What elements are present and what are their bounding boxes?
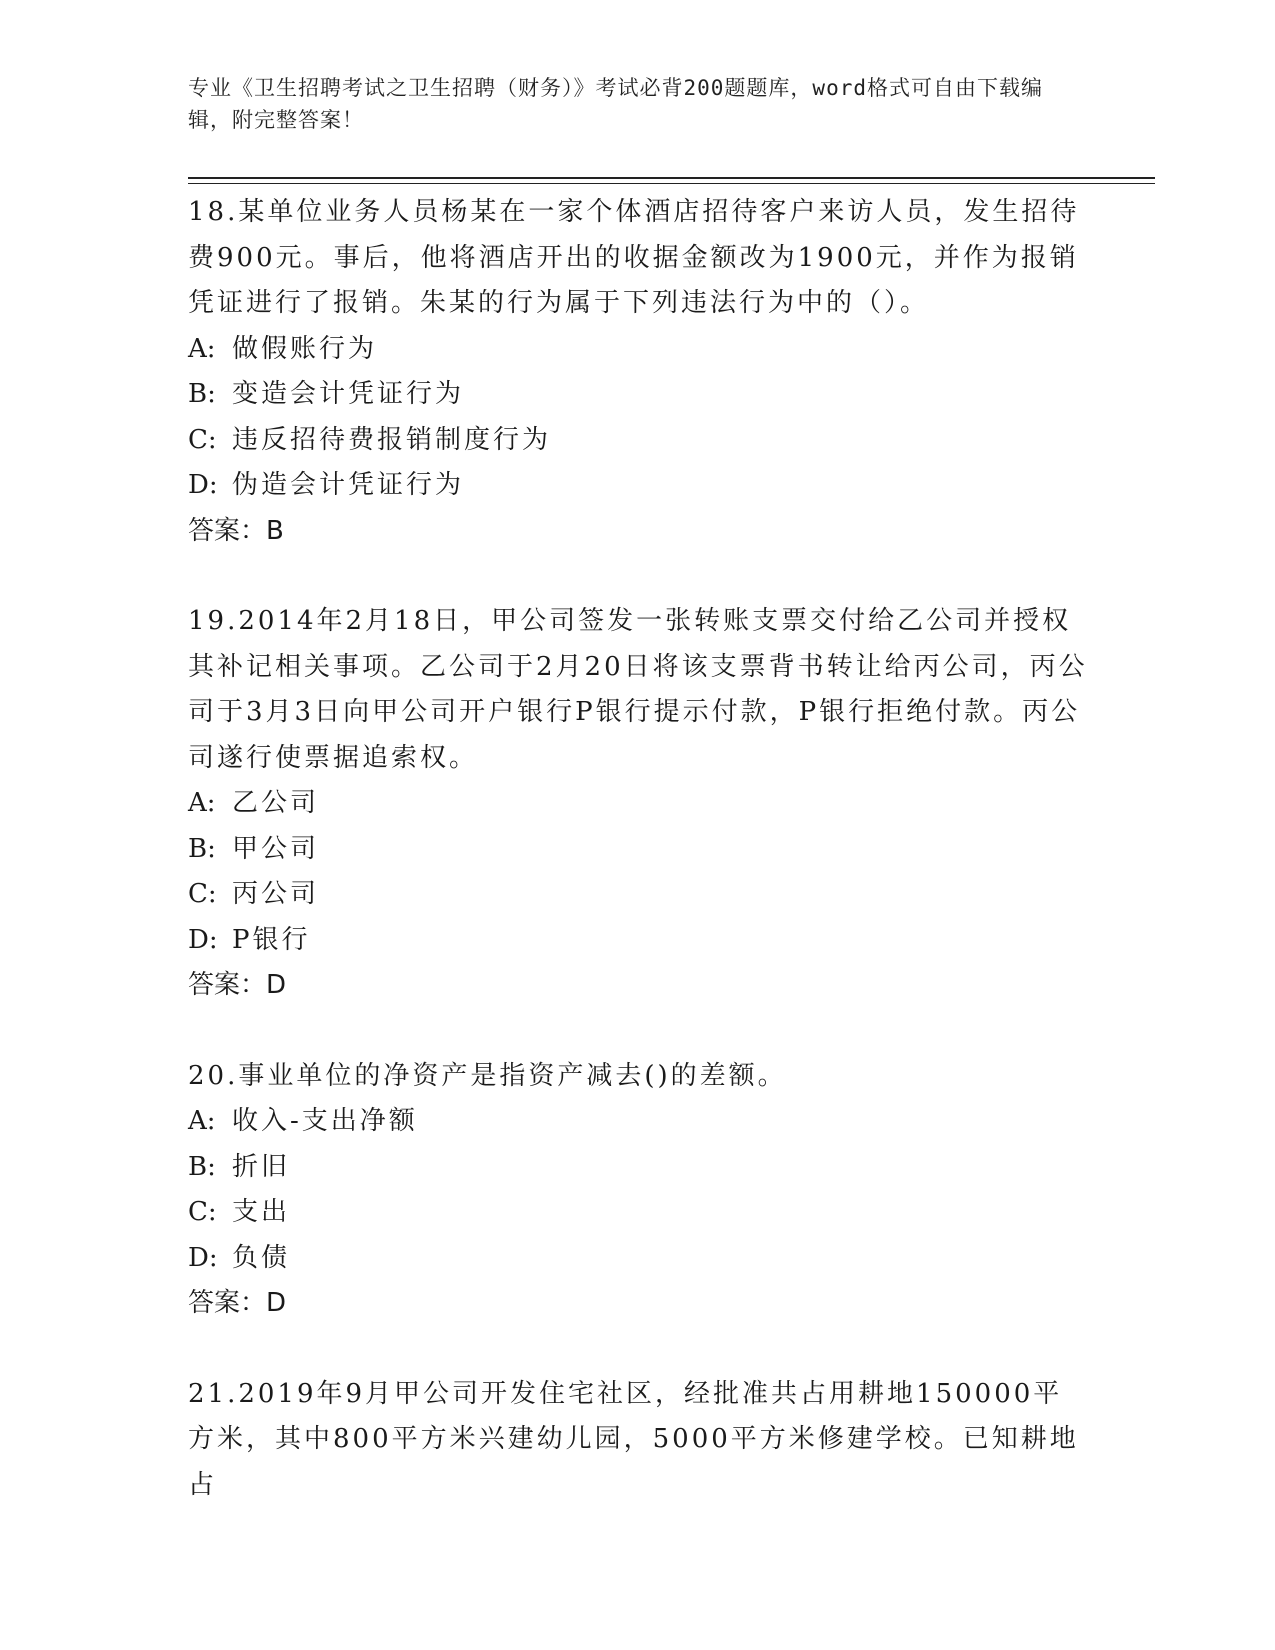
option-letter: C:: [188, 879, 217, 909]
option-letter: D:: [188, 1242, 218, 1273]
document-header: 专业《卫生招聘考试之卫生招聘（财务）》考试必背200题题库，word格式可自由下载编辑，附完整答案！: [188, 76, 1043, 132]
option-b: [188, 1145, 1088, 1191]
option-letter: C:: [188, 424, 217, 455]
option-b: [188, 827, 1088, 873]
question-20: [188, 1054, 1088, 1327]
option-a: [188, 781, 1088, 827]
option-text: 乙公司: [232, 788, 320, 818]
option-b: [188, 372, 1088, 418]
option-letter: B:: [188, 379, 216, 409]
question-text: 19.2014年2月18日，甲公司签发一张转账支票交付给乙公司并授权其补记相关事项。乙公司于2月20日将该支票背书转让给丙公司，丙公司于3月3日向甲公司开户银行P银行提示付款，P银行拒绝付款。丙公司遂行使票据追索权。: [188, 606, 1088, 773]
option-text: 收入-支出净额: [232, 1106, 418, 1136]
option-text: 支出: [232, 1197, 291, 1227]
option-c: [188, 1190, 1088, 1236]
option-letter: B:: [188, 833, 216, 864]
header-rule-thin: [188, 183, 1155, 184]
option-a: [188, 1099, 1088, 1145]
option-letter: A:: [188, 788, 216, 818]
option-letter: B:: [188, 1151, 216, 1182]
option-text: 做假账行为: [232, 333, 378, 364]
header-rule-thick: [188, 177, 1155, 179]
question-list: [188, 190, 1088, 1553]
answer-line: 答案：B: [188, 515, 284, 546]
option-c: [188, 872, 1088, 918]
question-text: 18.某单位业务人员杨某在一家个体酒店招待客户来访人员，发生招待费900元。事后，他将酒店开出的收据金额改为1900元，并作为报销凭证进行了报销。朱某的行为属于下列违法行为中的（）。: [188, 197, 1080, 318]
option-d: [188, 463, 1088, 509]
option-text: 负债: [232, 1242, 291, 1273]
option-d: [188, 1236, 1088, 1282]
question-text: 20.事业单位的净资产是指资产减去()的差额。: [188, 1060, 787, 1091]
option-letter: D:: [188, 470, 218, 500]
answer-line: 答案：D: [188, 970, 287, 1000]
option-text: P银行: [232, 924, 311, 955]
option-letter: C:: [188, 1197, 217, 1227]
option-letter: A:: [188, 1106, 216, 1136]
option-text: 甲公司: [232, 833, 320, 864]
option-text: 变造会计凭证行为: [232, 379, 465, 409]
question-text: 21.2019年9月甲公司开发住宅社区，经批准共占用耕地150000平方米，其中800平方米兴建幼儿园，5000平方米修建学校。已知耕地占: [188, 1378, 1079, 1500]
option-c: [188, 418, 1088, 464]
option-a: [188, 327, 1088, 373]
option-text: 折旧: [232, 1151, 291, 1182]
option-text: 伪造会计凭证行为: [232, 470, 465, 500]
option-text: 丙公司: [232, 879, 320, 909]
option-d: [188, 918, 1088, 964]
option-text: 违反招待费报销制度行为: [232, 424, 552, 455]
question-19: [188, 599, 1088, 1009]
question-18: [188, 190, 1088, 554]
option-letter: A:: [188, 333, 216, 364]
question-21: [188, 1372, 1088, 1509]
option-letter: D:: [188, 924, 218, 955]
answer-line: 答案：D: [188, 1288, 287, 1318]
